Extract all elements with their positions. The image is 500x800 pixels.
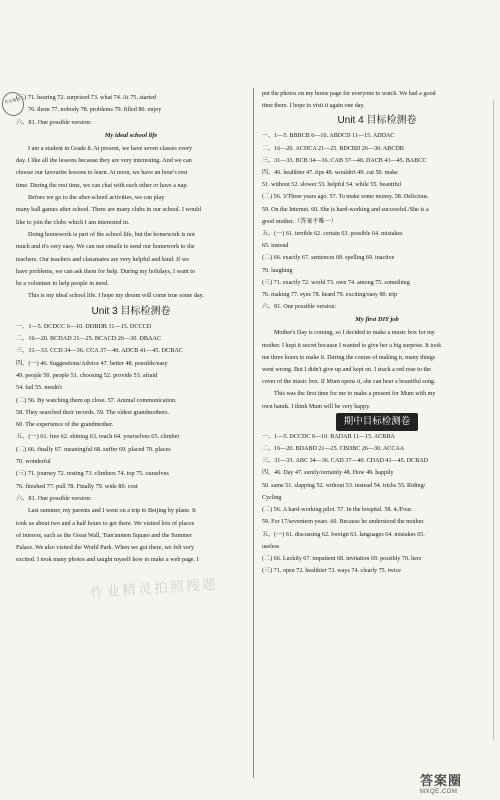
essay-line: of interest, such as the Great Wall, Tian'anmen Square and the Summer [16,531,192,539]
essay-line: mother. I kept it secret because I wanted to give her a big surprise. It took [262,342,442,349]
essay-title: My first DIY job [355,316,399,324]
essay-line: have problems, we can ask them for help. During my holidays, I want to [16,267,196,275]
answer-line: 六、81. One possible version: [16,118,92,126]
essay-line: went wrong. But I didn't give up and kept on. I stuck a red rose to the [262,367,431,374]
stamp-text: 作业精灵 [3,96,21,105]
answer-line: 一、1—5. DCCDC 6—10. BADAB 11—15. ACBBA [262,433,395,440]
midterm-title [262,413,492,431]
logo-cn: 答案圈 [420,773,463,788]
essay-line: Before we go to the after-school activities, we can play [28,194,165,202]
answer-line: 三、31—33. ABC 34—36. CAD 37—40. CDAD 41—45. DCBAD [262,458,429,465]
answer-line: 四、(一) 46. Suggestions/Advice 47. better 48. possible/easy [16,359,168,367]
answer-line: 51. without 52. slower 53. helpful 54. while 55. beautiful [262,182,402,189]
answer-line: 65. instead [262,243,289,250]
essay-line: me three hours to make it. During the course of making it, many things [262,354,436,361]
site-logo [420,770,492,796]
essay-line: Doing homework is part of the school life, but the homework is not [28,230,195,238]
essay-line: own hands. I think Mum will be very happy. [262,403,371,410]
answer-line: (二) 66. Luckily 67. impatient 68. invitation 69. possibly 70. hers [262,555,422,562]
essay-line: time there. I hope to visit it again one day. [262,103,365,110]
essay-line: like to join the clubs which I am interested in. [16,218,130,226]
essay-line: teachers. Our teachers and classmates are very helpful and kind. If we [16,255,190,263]
answer-line: (三) 71. open 72. healthier 73. ways 74. clearly 75. twice [262,568,401,575]
answer-line: 三、31—33. CCD 34—36. CCA 37—40. ADCB 41—45. DCBAC [16,347,183,355]
answer-line: 70. wonderful [16,458,51,466]
answer-line: 76. them 77. nobody 78. problems 79. filled 80. enjoy [28,106,162,114]
answer-line: 59. On the Internet. 60. She is hard-working and successful./She is a [262,206,429,213]
answer-line: 二、16—20. ACDCA 21—25. BDCBD 26—30. ABCDB [262,145,404,152]
answer-line: 五、(一) 61. terrible 62. certain 63. possible 64. mistakes [262,231,403,238]
right-column [262,88,492,577]
essay-line: be a volunteer to help people in need. [16,280,109,288]
answer-line: (三) 71. hearing 72. surprised 73. what 74. At 75. started [16,94,157,101]
answer-line: 76. making 77. eyes 78. heard 79. exciting/easy 80. trip [262,292,398,299]
answer-line: (二) 66. exactly 67. sentences 68. spelling 69. inactive [262,255,395,262]
answer-line: 六、81. One possible version: [262,304,337,311]
answer-line: 四、46. Day 47. surely/certainly 48. How 49. happily [262,470,394,477]
answer-line: 五、(一) 61. discussing 62. foreign 63. languages 64. mistakes 65. [262,531,425,538]
essay-title: My ideal school life [104,131,158,139]
answer-line: useless [262,543,280,550]
answer-line: (三) 71. exactly 72. world 73. own 74. among 75. something [262,279,410,286]
answer-line: Cycling [262,494,282,501]
answer-line: 49. people 50. people 51. choosing 52. provide 53. afraid [16,371,158,379]
essay-line: day. I like all the lessons because they are very interesting. And we can [16,157,192,165]
answer-line: 54. fail 55. needn't [16,384,62,392]
midterm-title-text: 期中目标检测卷 [336,413,419,431]
essay-line: took us about two and a half hours to get there. We visited lots of places [16,519,195,527]
essay-line: I am a student in Grade 8. At present, we have seven classes every [28,144,193,152]
left-column [16,92,246,567]
answer-line: (二) 66. finally 67. meaningful 68. suffer 69. placed 70. places [16,445,171,453]
answer-line: (三) 71. journey 72. resting 73. climbers 74. top 75. ourselves [16,470,169,478]
watermark: 作业精灵拍照搜题 [89,575,219,601]
answer-line: good mother.（答案不唯一） [262,218,337,225]
essay-line: time. During the rest time, we can chat with each other or have a nap. [16,181,188,189]
essay-line: This is my ideal school life. I hope my dream will come true some day. [28,292,204,300]
answer-line: 50. same 51. slapping 52. without 53. instead 54. tricks 55. Riding/ [262,482,426,489]
column-divider [253,88,254,778]
answer-line: 一、1—5. BBBCB 6—10. ABDCD 11—15. ADDAC [262,133,395,140]
answer-line: 60. The experience of the grandmother. [16,421,114,429]
answer-line: 四、46. healthier 47. tips 48. wouldn't 49. cut 50. make [262,170,398,177]
essay-line: choose our favourite lessons to learn. At noon, we have an hour's rest [16,169,188,177]
answer-line: (二) 56. By watching them up close. 57. Animal communication. [16,396,177,404]
essay-line: This was the first time for me to make a present for Mum with my [274,391,436,398]
answer-line: 二、16—20. BDABD 21—25. CBDBC 26—30. ACCAA [262,446,405,453]
essay-line: excited. I took many photos and taught myself how to make a web page. I [16,556,199,564]
answer-line: 70. laughing [262,267,293,274]
answer-line: 二、16—20. BCDAD 21—25. BCACD 26—30. DBAAC [16,335,162,343]
answer-line: 六、81. One possible version: [16,494,92,502]
essay-line: Mother's Day is coming, so I decided to make a music box for my [274,330,435,337]
essay-line: much and it's very easy. We can use emails to send our homework to the [16,243,195,251]
answer-line: (二) 56. A hard-working pilot. 57. In the hospital. 58. 4./Four. [262,507,413,514]
unit3-title: Unit 3 目标检测卷 [91,305,171,317]
answer-line: (二) 56. 3/Three years ago. 57. To make some money. 58. Delicious. [262,194,429,201]
answer-line: 一、1—5. DCDCC 6—10. DDBDB 11—15. DCCCD [16,322,152,330]
answer-line: 76. finished 77. pull 78. Finally 79. wide 80. cost [16,482,138,490]
answer-line: 三、31—33. BCB 34—36. CAB 37—40. DACB 41—45. BABCC [262,157,427,164]
essay-line: put the photos on my home page for everyone to watch. We had a good [262,91,436,97]
essay-line: cover of the music box. If Mum opens it, she can hear a beautiful song. [262,379,436,386]
answer-line: 58. They searched their records. 59. The oldest grandmothers. [16,408,170,416]
logo-en: MXQE.COM [420,789,458,795]
unit4-title: Unit 4 目标检测卷 [337,115,417,127]
answer-line: 五、(一) 61. free 62. shining 63. reach 64. yourselves 65. climber [16,433,180,441]
essay-line: Palace. We also visited the World Park. When we got there, we felt very [16,544,195,552]
essay-line: Last summer, my parents and I went on a trip to Beijing by plane. It [28,507,196,515]
essay-line: many ball games after school. There are many clubs in our school. I would [16,206,201,214]
page-edge [493,100,500,740]
answer-line: 59. For 17/seventeen years. 60. Because he understood the mother. [262,519,425,526]
